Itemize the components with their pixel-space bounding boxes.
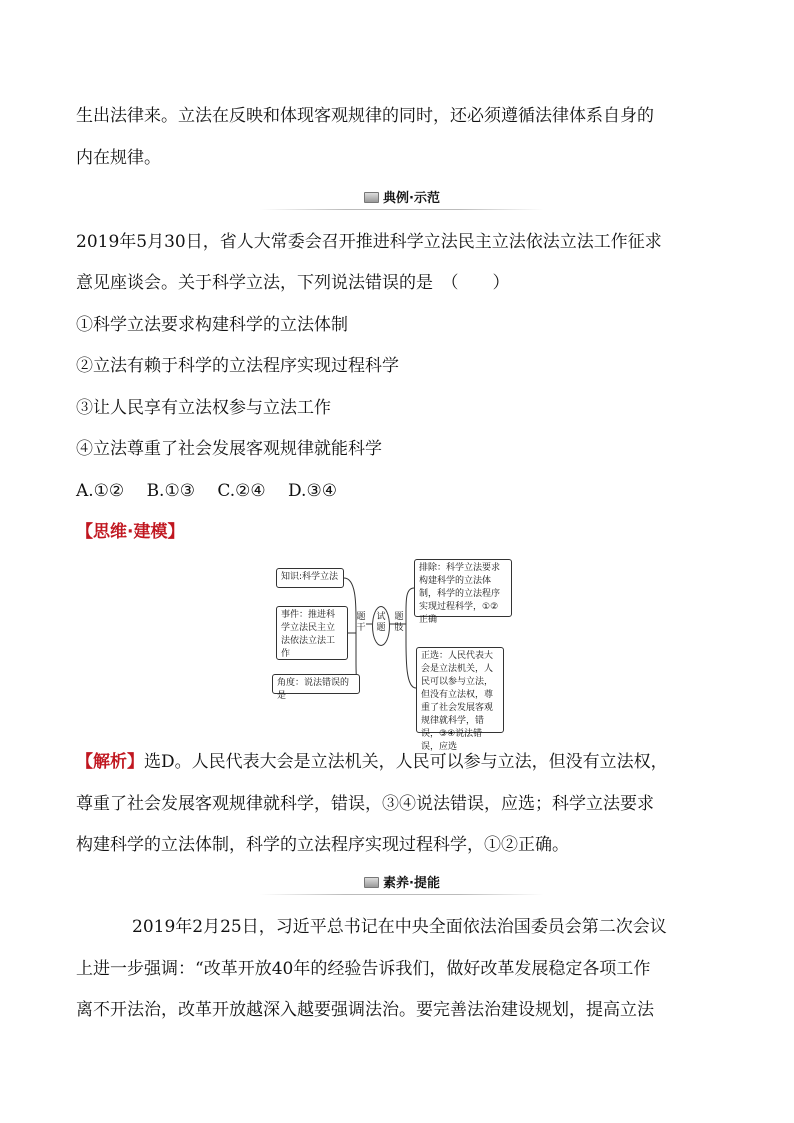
- passage-line-2: 上进一步强调：“改革开放40年的经验告诉我们，做好改革发展稳定各项工作: [76, 959, 651, 979]
- section-divider: [260, 894, 544, 895]
- question-item-4: ④立法尊重了社会发展客观规律就能科学: [76, 439, 382, 459]
- question-line-2: 意见座谈会。关于科学立法，下列说法错误的是 （ ）: [76, 273, 510, 293]
- event-box: 事件：推进科学立法民主立法依法立法工作: [276, 606, 348, 660]
- correct-choice-box: 正选：人民代表大会是立法机关，人民可以参与立法，但没有立法权，尊重了社会发展客观规律就科学，错误，③④说法错误，应选: [416, 647, 504, 733]
- analysis-line-1: 【解析】选D。人民代表大会是立法机关，人民可以参与立法，但没有立法权，: [76, 752, 668, 772]
- passage-line-1: 2019年2月25日，习近平总书记在中央全面依法治国委员会第二次会议: [132, 917, 667, 937]
- thinking-label: 【思维·建模】: [76, 522, 185, 542]
- passage-line-3: 离不开法治，改革开放越深入越要强调法治。要完善法治建设规划，提高立法: [76, 1000, 654, 1020]
- section-title: 素养·提能: [383, 876, 440, 891]
- intro-line-2: 内在规律。: [76, 148, 161, 168]
- question-item-1: ①科学立法要求构建科学的立法体制: [76, 315, 348, 335]
- angle-box: 角度：说法错误的是: [272, 674, 360, 694]
- section-header-literacy: [260, 875, 544, 897]
- question-item-3: ③让人民享有立法权参与立法工作: [76, 398, 331, 418]
- branch-label: 题肢: [394, 612, 404, 633]
- intro-line-1: 生出法律来。立法在反映和体现客观规律的同时，还必须遵循法律体系自身的: [76, 106, 654, 126]
- section-title: 典例·示范: [383, 191, 440, 206]
- book-icon: [364, 877, 379, 888]
- question-line-1: 2019年5月30日，省人大常委会召开推进科学立法民主立法依法立法工作征求: [76, 232, 662, 252]
- analysis-line-3: 构建科学的立法体制，科学的立法程序实现过程科学，①②正确。: [76, 835, 569, 855]
- question-options: A.①② B.①③ C.②④ D.③④: [76, 481, 337, 501]
- analysis-line-2: 尊重了社会发展客观规律就科学，错误，③④说法错误，应选；科学立法要求: [76, 794, 654, 814]
- analysis-label: 【解析】: [76, 752, 144, 772]
- stem-label: 题干: [356, 612, 366, 633]
- question-item-2: ②立法有赖于科学的立法程序实现过程科学: [76, 356, 399, 376]
- exclude-box: 排除：科学立法要求构建科学的立法体制，科学的立法程序实现过程科学，①②正确: [414, 559, 512, 617]
- knowledge-box: 知识:科学立法: [276, 568, 344, 588]
- center-oval: 试题: [372, 606, 390, 646]
